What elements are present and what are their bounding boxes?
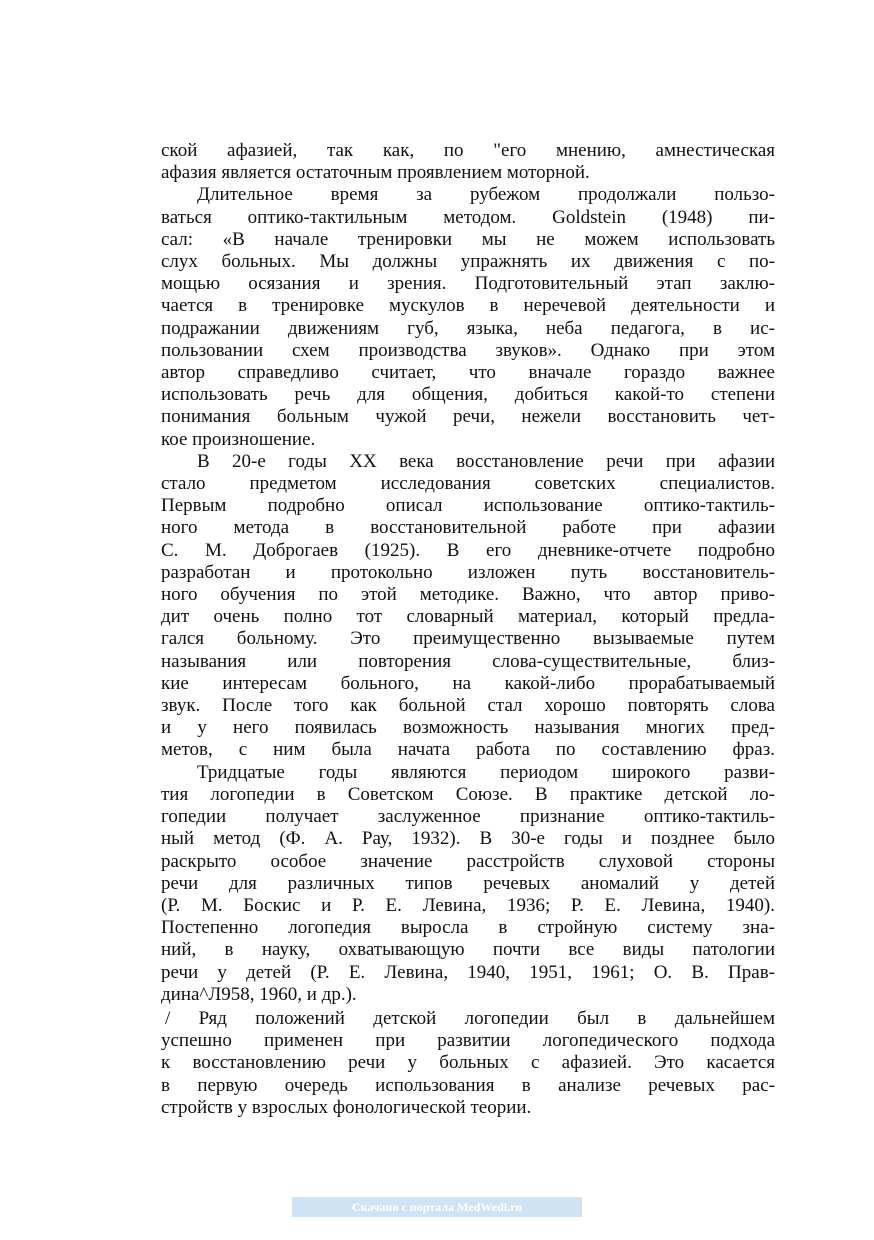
text-line: дит очень полно тот словарный материал, который предла- [161, 606, 775, 628]
text-line: Первым подробно описал использование оптико-тактиль- [161, 495, 775, 517]
text-line: речи у детей (Р. Е. Левина, 1940, 1951, 1961; О. В. Прав- [161, 961, 775, 983]
text-line: разработан и протокольно изложен путь восстановитель- [161, 561, 775, 583]
paragraph-2 [161, 184, 775, 450]
text-line: В 20-е годы XX века восстановление речи при афазии [197, 450, 775, 472]
text-line: ного метода в восстановительной работе при афазии [161, 517, 775, 539]
text-line: афазия является остаточным проявлением моторной. [161, 162, 590, 184]
text-line: ской афазией, так как, по "его мнению, амнестическая [161, 140, 775, 161]
text-line: гался больному. Это преимущественно вызываемые путем [161, 628, 775, 650]
text-line: речи для различных типов речевых аномалий у детей [161, 872, 775, 894]
text-line: / Ряд положений детской логопедии был в дальнейшем [165, 1007, 775, 1029]
text-line: автор справедливо считает, что вначале гораздо важнее [161, 362, 775, 384]
text-line: ный метод (Ф. А. Рау, 1932). В 30-е годы и позднее было [161, 828, 775, 850]
text-line: и у него появилась возможность называния многих пред- [161, 717, 775, 739]
text-line: мощью осязания и зрения. Подготовительный этап заклю- [161, 273, 775, 295]
text-line: кие интересам больного, на какой-либо прорабатываемый [161, 672, 775, 694]
text-line: подражании движениям губ, языка, неба педагога, в ис- [161, 317, 775, 339]
text-line: тия логопедии в Советском Союзе. В практике детской ло- [161, 783, 775, 805]
text-line: Длительное время за рубежом продолжали пользо- [197, 184, 775, 206]
text-line: слух больных. Мы должны упражнять их движения с по- [161, 251, 775, 273]
text-line: кое произношение. [161, 428, 316, 450]
text-line: (Р. М. Боскис и Р. Е. Левина, 1936; Р. Е. Левина, 1940). [161, 894, 775, 916]
text-line: метов, с ним была начата работа по составлению фраз. [161, 739, 775, 761]
text-line: сал: «В начале тренировки мы не можем использовать [161, 228, 775, 250]
text-line: ваться оптико-тактильным методом. Goldstein (1948) пи- [161, 206, 775, 228]
text-line: дина^Л958, 1960, и др.). [161, 983, 357, 1005]
text-line: ний, в науку, охватывающую почти все виды патологии [161, 939, 775, 961]
text-line: в первую очередь использования в анализе речевых рас- [161, 1074, 775, 1096]
text-line: использовать речь для общения, добиться какой-то степени [161, 384, 775, 406]
text-line: успешно применен при развитии логопедического подхода [161, 1030, 775, 1052]
text-line: называния или повторения слова-существительные, близ- [161, 650, 775, 672]
paragraph-4 [161, 762, 775, 1006]
text-line: чается в тренировке мускулов в неречевой деятельности и [161, 295, 775, 317]
text-line: стройств у взрослых фонологической теории. [161, 1096, 532, 1118]
document-body [161, 140, 775, 1119]
text-line: Тридцатые годы являются периодом широкого разви- [197, 761, 775, 783]
paragraph-3 [161, 451, 775, 762]
watermark-banner: Скачано с портала MedWedi.ru [292, 1197, 582, 1217]
text-line: раскрыто особое значение расстройств слуховой стороны [161, 850, 775, 872]
text-line: пользовании схем производства звуков». Однако при этом [161, 339, 775, 361]
text-line: к восстановлению речи у больных с афазией. Это касается [161, 1052, 775, 1074]
paragraph-1 [161, 140, 775, 184]
text-line: звук. После того как больной стал хорошо повторять слова [161, 695, 775, 717]
text-line: Постепенно логопедия выросла в стройную систему зна- [161, 917, 775, 939]
text-line: понимания больным чужой речи, нежели восстановить чет- [161, 406, 775, 428]
text-line: гопедии получает заслуженное признание оптико-тактиль- [161, 806, 775, 828]
paragraph-5 [161, 1008, 775, 1119]
text-line: ного обучения по этой методике. Важно, что автор приво- [161, 584, 775, 606]
text-line: С. М. Доброгаев (1925). В его дневнике-отчете подробно [161, 539, 775, 561]
text-line: стало предметом исследования советских специалистов. [161, 473, 775, 495]
